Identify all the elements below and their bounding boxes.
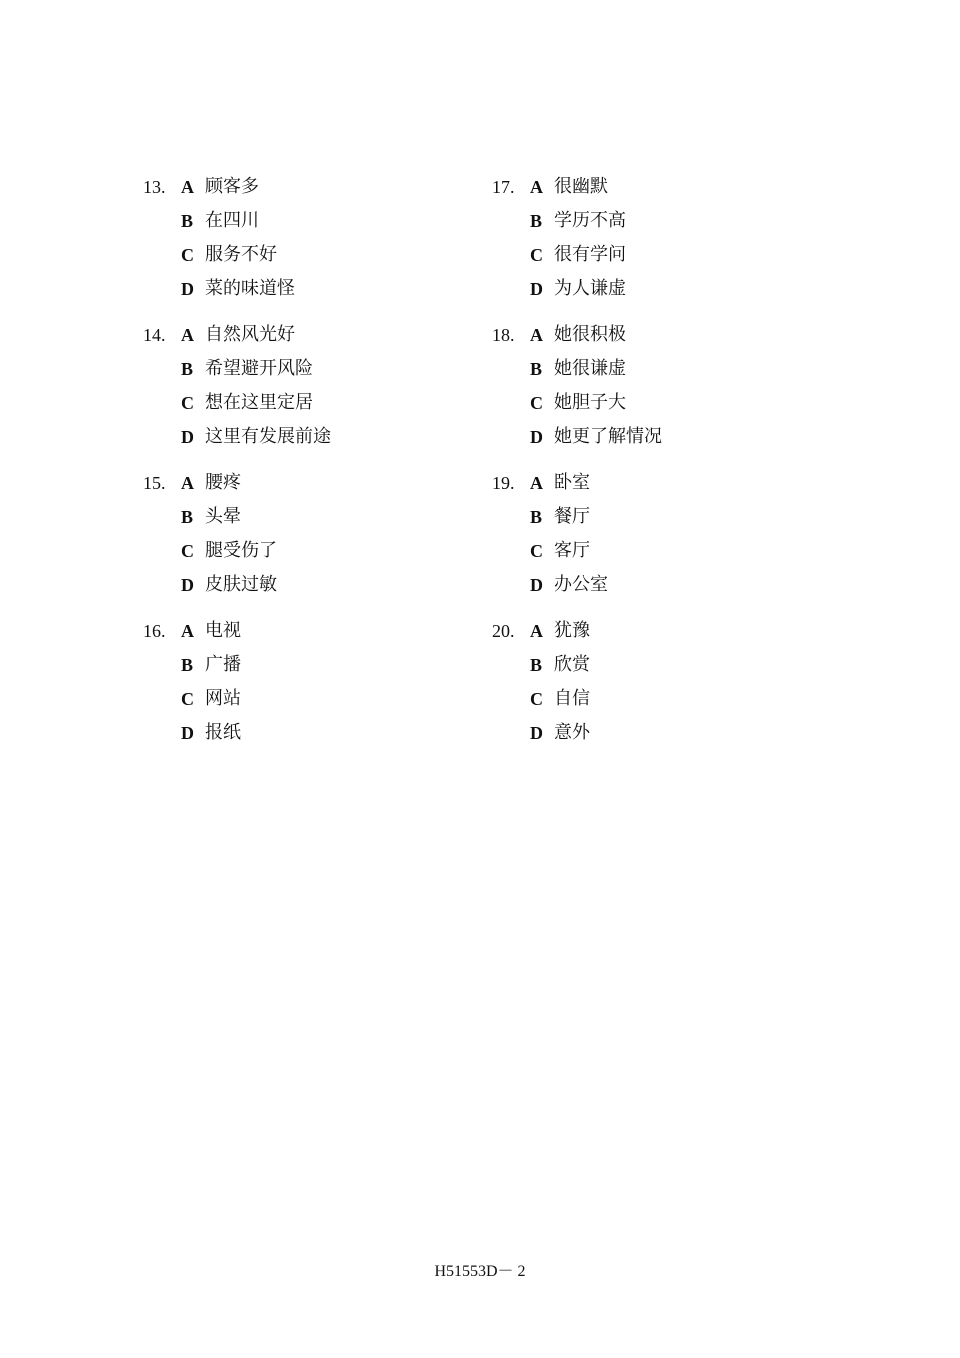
question-17	[492, 170, 812, 306]
question-number: 14.	[143, 325, 166, 345]
option-letter: B	[181, 359, 194, 379]
option-letter: D	[530, 427, 543, 447]
option-text: 欣赏	[554, 654, 590, 675]
option-text: 客厅	[554, 540, 590, 561]
option-row	[492, 500, 812, 534]
option-text: 腿受伤了	[205, 540, 277, 561]
option-row	[492, 204, 812, 238]
option-row	[492, 170, 812, 204]
option-text: 在四川	[205, 210, 259, 231]
option-row	[492, 682, 812, 716]
option-text: 菜的味道怪	[205, 278, 295, 299]
option-letter: D	[181, 279, 194, 299]
option-letter: A	[181, 177, 194, 197]
question-number: 13.	[143, 177, 166, 197]
option-letter: B	[530, 211, 543, 231]
option-row	[492, 272, 812, 306]
option-letter: D	[530, 575, 543, 595]
option-letter: C	[530, 393, 543, 413]
option-row	[143, 648, 463, 682]
option-text: 顾客多	[205, 176, 259, 197]
option-text: 网站	[205, 688, 241, 709]
option-row	[143, 716, 463, 750]
option-letter: B	[181, 507, 194, 527]
option-letter: A	[181, 621, 194, 641]
option-row	[143, 500, 463, 534]
option-text: 希望避开风险	[205, 358, 313, 379]
option-letter: C	[530, 541, 543, 561]
option-letter: A	[530, 473, 543, 493]
option-row	[143, 420, 463, 454]
right-question-column	[492, 170, 812, 762]
option-letter: C	[181, 541, 194, 561]
option-letter: C	[181, 689, 194, 709]
option-text: 报纸	[205, 722, 241, 743]
option-text: 这里有发展前途	[205, 426, 331, 447]
option-row	[143, 568, 463, 602]
option-text: 皮肤过敏	[205, 574, 277, 595]
option-text: 她很谦虚	[554, 358, 626, 379]
question-16	[143, 614, 463, 750]
option-text: 很幽默	[554, 176, 608, 197]
option-row	[492, 466, 812, 500]
question-19	[492, 466, 812, 602]
option-row	[492, 238, 812, 272]
option-text: 卧室	[554, 472, 590, 493]
option-row	[492, 420, 812, 454]
option-text: 意外	[554, 722, 590, 743]
question-15	[143, 466, 463, 602]
option-row	[143, 204, 463, 238]
option-letter: B	[181, 655, 194, 675]
option-text: 自信	[554, 688, 590, 709]
question-number: 17.	[492, 177, 515, 197]
question-13	[143, 170, 463, 306]
option-letter: B	[530, 359, 543, 379]
option-row	[492, 716, 812, 750]
option-letter: A	[181, 325, 194, 345]
question-number: 16.	[143, 621, 166, 641]
option-letter: D	[181, 723, 194, 743]
option-letter: A	[530, 177, 543, 197]
option-text: 头晕	[205, 506, 241, 527]
question-number: 18.	[492, 325, 515, 345]
option-letter: A	[181, 473, 194, 493]
option-text: 自然风光好	[205, 324, 295, 345]
option-text: 她很积极	[554, 324, 626, 345]
option-text: 她更了解情况	[554, 426, 662, 447]
option-letter: B	[530, 507, 543, 527]
option-row	[143, 466, 463, 500]
option-letter: D	[530, 723, 543, 743]
option-row	[143, 534, 463, 568]
option-text: 想在这里定居	[205, 392, 313, 413]
option-row	[492, 614, 812, 648]
option-letter: A	[530, 621, 543, 641]
option-row	[492, 318, 812, 352]
left-question-column	[143, 170, 463, 762]
option-row	[492, 386, 812, 420]
option-text: 服务不好	[205, 244, 277, 265]
question-14	[143, 318, 463, 454]
option-letter: A	[530, 325, 543, 345]
question-number: 19.	[492, 473, 515, 493]
option-text: 广播	[205, 654, 241, 675]
page-footer: H51553D－ 2	[434, 1263, 526, 1280]
option-text: 学历不高	[554, 210, 626, 231]
option-letter: C	[530, 245, 543, 265]
option-row	[143, 614, 463, 648]
option-row	[492, 648, 812, 682]
option-letter: D	[181, 427, 194, 447]
option-letter: B	[181, 211, 194, 231]
option-row	[143, 170, 463, 204]
option-text: 餐厅	[554, 506, 590, 527]
question-number: 15.	[143, 473, 166, 493]
option-row	[143, 318, 463, 352]
option-letter: B	[530, 655, 543, 675]
option-text: 她胆子大	[554, 392, 626, 413]
option-row	[143, 682, 463, 716]
option-text: 为人谦虚	[554, 278, 626, 299]
option-letter: D	[181, 575, 194, 595]
question-20	[492, 614, 812, 750]
option-text: 腰疼	[205, 472, 241, 493]
option-row	[492, 568, 812, 602]
option-row	[492, 534, 812, 568]
option-row	[492, 352, 812, 386]
option-text: 办公室	[554, 574, 608, 595]
option-text: 犹豫	[554, 620, 590, 641]
option-row	[143, 386, 463, 420]
option-letter: C	[181, 393, 194, 413]
option-text: 很有学问	[554, 244, 626, 265]
option-text: 电视	[205, 620, 241, 641]
question-18	[492, 318, 812, 454]
question-number: 20.	[492, 621, 515, 641]
option-row	[143, 352, 463, 386]
option-row	[143, 272, 463, 306]
option-letter: C	[530, 689, 543, 709]
option-letter: C	[181, 245, 194, 265]
option-row	[143, 238, 463, 272]
option-letter: D	[530, 279, 543, 299]
